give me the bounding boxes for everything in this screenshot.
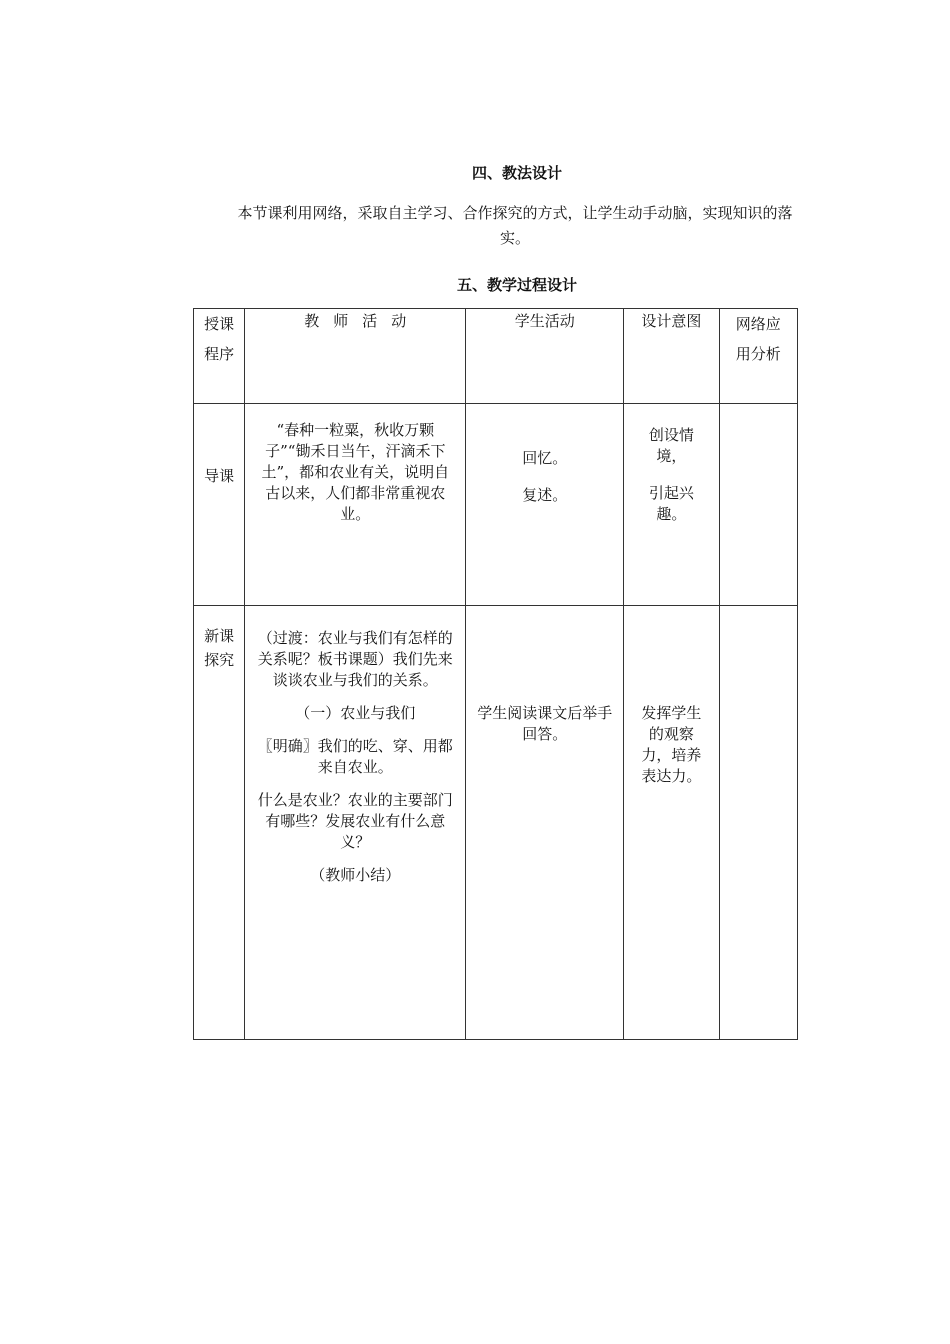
row-label-daoke bbox=[194, 404, 245, 606]
header-procedure-line2: 程序 bbox=[204, 345, 235, 363]
teacher-activity-text: 什么是农业？农业的主要部门有哪些？发展农业有什么意义？ bbox=[257, 791, 453, 851]
header-cell-teacher-activity bbox=[245, 309, 466, 404]
teacher-activity-text: （教师小结） bbox=[310, 866, 401, 884]
header-cell-student-activity bbox=[466, 309, 624, 404]
student-activity-cell bbox=[466, 606, 624, 1040]
row-label-xinke bbox=[194, 606, 245, 1040]
network-analysis-cell bbox=[719, 404, 797, 606]
row-label-text: 导课 bbox=[204, 467, 235, 485]
design-intent-text: 创设情境， bbox=[648, 426, 694, 465]
teaching-method-paragraph: 本节课利用网络，采取自主学习、合作探究的方式，让学生动手动脑，实现知识的落实。 bbox=[237, 204, 793, 247]
table-row bbox=[194, 606, 798, 1040]
table-row bbox=[194, 404, 798, 606]
student-activity-text: 回忆。 bbox=[522, 449, 568, 467]
header-network-line2: 用分析 bbox=[735, 345, 781, 363]
teacher-activity-text: （一）农业与我们 bbox=[295, 704, 416, 722]
student-activity-cell bbox=[466, 404, 624, 606]
teacher-activity-cell bbox=[245, 606, 466, 1040]
teacher-activity-text: “春种一粒粟，秋收万颗子”“锄禾日当午，汗滴禾下土”，都和农业有关，说明自古以来，人们都非常重视农业。 bbox=[261, 421, 450, 523]
header-procedure-line1: 授课 bbox=[204, 315, 235, 333]
header-teacher-activity-label: 教师活动 bbox=[304, 312, 421, 330]
row-label-line1: 新课 bbox=[204, 627, 235, 645]
teacher-activity-cell bbox=[245, 404, 466, 606]
design-intent-cell bbox=[624, 606, 719, 1040]
section-heading-teaching-process: 五、教学过程设计 bbox=[456, 276, 577, 294]
design-intent-cell bbox=[624, 404, 719, 606]
table-header-row bbox=[194, 309, 798, 404]
section-heading-teaching-method: 四、教法设计 bbox=[471, 164, 562, 182]
teacher-activity-text: 〖明确〗我们的吃、穿、用都来自农业。 bbox=[257, 737, 453, 776]
teacher-activity-text: （过渡：农业与我们有怎样的关系呢？板书课题）我们先来谈谈农业与我们的关系。 bbox=[257, 629, 453, 689]
header-network-line1: 网络应 bbox=[735, 315, 781, 333]
header-cell-network-analysis bbox=[719, 309, 797, 404]
network-analysis-cell bbox=[719, 606, 797, 1040]
header-student-activity-label: 学生活动 bbox=[514, 312, 575, 330]
student-activity-text: 学生阅读课文后举手回答。 bbox=[477, 704, 613, 743]
row-label-line2: 探究 bbox=[204, 651, 235, 669]
header-cell-design-intent bbox=[624, 309, 719, 404]
header-cell-procedure bbox=[194, 309, 245, 404]
header-design-intent-label: 设计意图 bbox=[641, 312, 702, 330]
design-intent-text: 发挥学生的观察力，培养表达力。 bbox=[641, 704, 702, 785]
student-activity-text: 复述。 bbox=[522, 486, 568, 504]
design-intent-text: 引起兴趣。 bbox=[648, 484, 694, 523]
teaching-process-table bbox=[193, 308, 798, 1040]
